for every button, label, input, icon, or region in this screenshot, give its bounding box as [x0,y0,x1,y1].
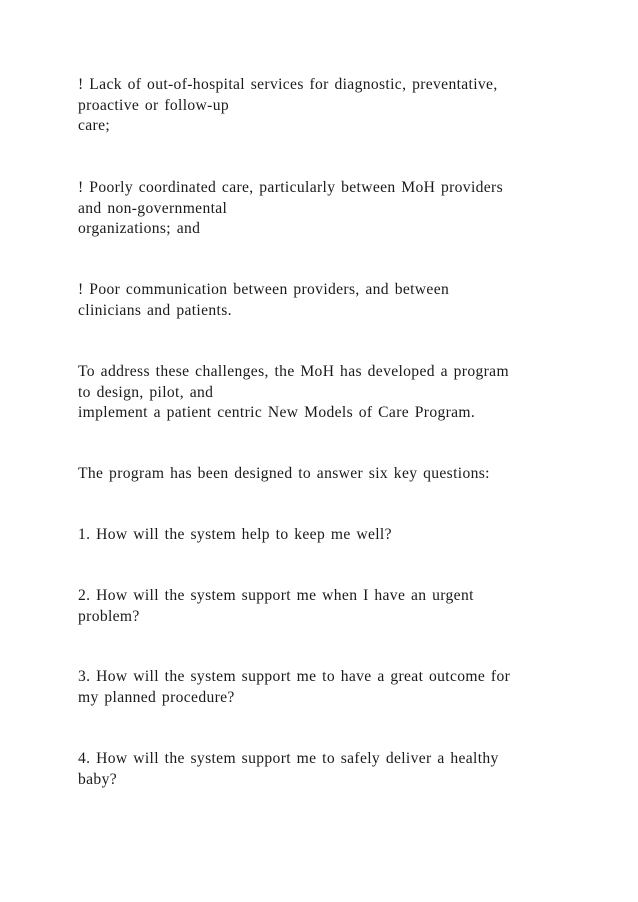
text-line: and non-governmental [78,199,228,217]
text-line: proactive or follow-up [78,96,229,114]
bullet-lack-of-services [78,75,598,137]
text-line: clinicians and patients. [78,301,232,319]
text-line: problem? [78,607,140,625]
question-1 [78,525,598,546]
text-line: 3. How will the system support me to have a great outcome for [78,668,511,685]
six-questions-intro [78,464,598,485]
question-2 [78,586,598,627]
bullet-poor-communication [78,280,598,321]
text-line: organizations; and [78,220,201,237]
text-line: baby? [78,770,117,788]
text-line: ! Poorly coordinated care, particularly between MoH providers [78,179,504,196]
text-line: my planned procedure? [78,688,235,706]
bullet-poorly-coordinated-care [78,178,598,240]
text-line: ! Lack of out-of-hospital services for diagnostic, preventative, [78,76,498,93]
question-4 [78,749,598,790]
text-line: 4. How will the system support me to safely deliver a healthy [78,750,499,767]
text-line: to design, pilot, and [78,383,214,401]
question-3 [78,667,598,708]
program-intro-paragraph [78,362,598,424]
text-line: The program has been designed to answer six key questions: [78,465,490,482]
text-line: care; [78,117,111,134]
text-line: 1. How will the system help to keep me well? [78,526,392,543]
text-line: To address these challenges, the MoH has developed a program [78,363,509,380]
text-line: ! Poor communication between providers, and between [78,281,450,298]
text-line: implement a patient centric New Models of Care Program. [78,404,476,421]
text-line: 2. How will the system support me when I have an urgent [78,587,474,604]
